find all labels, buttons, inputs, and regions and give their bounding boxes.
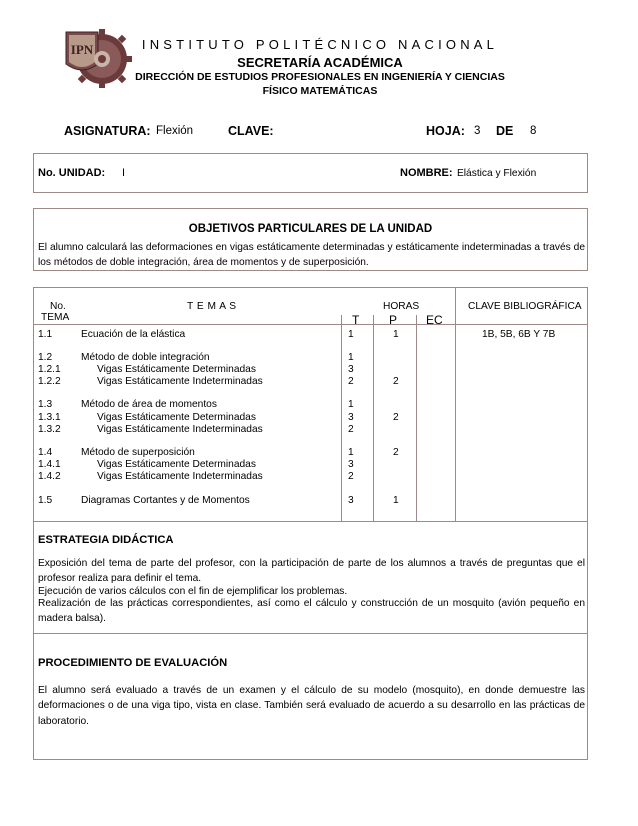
tema-title: Vigas Estáticamente Determinadas [97,459,256,470]
hoja-label: HOJA: [426,124,465,138]
estrategia-line-3: Realización de las prácticas correspondientes, así como el cálculo y construcción de un mosquito (avión pequeño en madera balsa). [38,598,585,625]
tema-horas-t: 3 [348,364,354,375]
tema-title: Método de superposición [81,447,195,458]
tema-title: Método de área de momentos [81,399,217,410]
asignatura-label: ASIGNATURA: [64,124,151,138]
tema-title: Vigas Estáticamente Indeterminadas [97,471,263,482]
divider-p [373,315,374,522]
tema-horas-t: 1 [348,399,354,410]
tema-no: 1.3 [38,399,53,410]
tema-horas-t: 1 [348,352,354,363]
col-no-line1: No. [50,301,66,312]
tema-horas-t: 3 [348,495,354,506]
tema-horas-p: 1 [393,495,399,506]
no-unidad-value: I [122,167,126,179]
nombre-label: NOMBRE: [400,167,453,179]
tema-horas-p: 2 [393,412,399,423]
divider-t [341,315,342,522]
secretaria-title: SECRETARÍA ACADÉMICA [237,55,403,70]
estrategia-line-2: Ejecución de varios cálculos con el fin de ejemplificar los problemas. [38,586,348,597]
tema-no: 1.4.1 [38,459,61,470]
tema-title: Método de doble integración [81,352,210,363]
col-clave: CLAVE BIBLIOGRÁFICA [468,301,582,312]
tema-horas-p: 2 [393,447,399,458]
col-ec: EC [426,313,443,327]
nombre-value: Elástica y Flexión [457,168,537,179]
tema-no: 1.1 [38,329,53,340]
tema-title: Vigas Estáticamente Determinadas [97,364,256,375]
tema-no: 1.3.2 [38,424,61,435]
col-t: T [352,313,360,327]
tema-no: 1.2.2 [38,376,61,387]
tema-no: 1.2.1 [38,364,61,375]
objetivos-title: OBJETIVOS PARTICULARES DE LA UNIDAD [188,223,433,235]
tema-no: 1.5 [38,495,53,506]
direccion-title [100,70,540,98]
tema-horas-p: 1 [393,329,399,340]
tema-horas-t: 3 [348,412,354,423]
institution-name: INSTITUTO POLITÉCNICO NACIONAL [141,37,499,52]
tema-title: Diagramas Cortantes y de Momentos [81,495,250,506]
clave-label: CLAVE: [228,124,274,138]
divider-ec [416,315,417,522]
temas-header-rule [33,324,588,325]
col-no-line2: TEMA [41,312,70,323]
direccion-line1: DIRECCIÓN DE ESTUDIOS PROFESIONALES EN INGENIERÍA Y CIENCIAS [135,71,505,83]
asignatura-value: Flexión [156,125,194,137]
direccion-line2: FÍSICO MATEMÁTICAS [262,85,378,97]
procedimiento-text: El alumno será evaluado a través de un examen y el cálculo de su modelo (mosquito), en donde demuestre las deformaciones o de una viga tipo, vista en clase. También será evaluado de acuerdo a su desarrollo en las prácticas de laboratorio. [38,685,585,727]
tema-title: Vigas Estáticamente Determinadas [97,412,256,423]
tema-clave: 1B, 5B, 6B Y 7B [482,329,556,340]
tema-no: 1.2 [38,352,53,363]
procedimiento-title: PROCEDIMIENTO DE EVALUACIÓN [38,657,228,669]
col-horas: HORAS [383,301,420,312]
tema-horas-t: 2 [348,471,354,482]
objetivos-text: El alumno calculará las deformaciones en vigas estáticamente determinadas y estáticamente indeterminadas a través de los métodos de doble integración, área de momentos y de superposición. [38,242,585,269]
tema-no: 1.4 [38,447,53,458]
tema-title: Ecuación de la elástica [81,329,186,340]
de-value: 8 [530,125,537,137]
estrategia-line-1: Exposición del tema de parte del profesor, con la participación de parte de los alumnos a través de preguntas que el profesor realiza para definir el tema. [38,558,585,585]
svg-text:IPN: IPN [70,42,94,57]
no-unidad-label: No. UNIDAD: [38,167,106,179]
col-temas: T E M A S [187,301,237,312]
tema-horas-p: 2 [393,376,399,387]
hoja-value: 3 [474,125,481,137]
tema-horas-t: 2 [348,376,354,387]
tema-no: 1.4.2 [38,471,61,482]
col-p: P [389,313,398,327]
estrategia-title: ESTRATEGIA DIDÁCTICA [38,534,174,546]
tema-no: 1.3.1 [38,412,61,423]
tema-horas-t: 3 [348,459,354,470]
tema-title: Vigas Estáticamente Indeterminadas [97,376,263,387]
tema-horas-t: 2 [348,424,354,435]
tema-horas-t: 1 [348,329,354,340]
tema-title: Vigas Estáticamente Indeterminadas [97,424,263,435]
tema-horas-t: 1 [348,447,354,458]
de-label: DE [496,124,514,138]
